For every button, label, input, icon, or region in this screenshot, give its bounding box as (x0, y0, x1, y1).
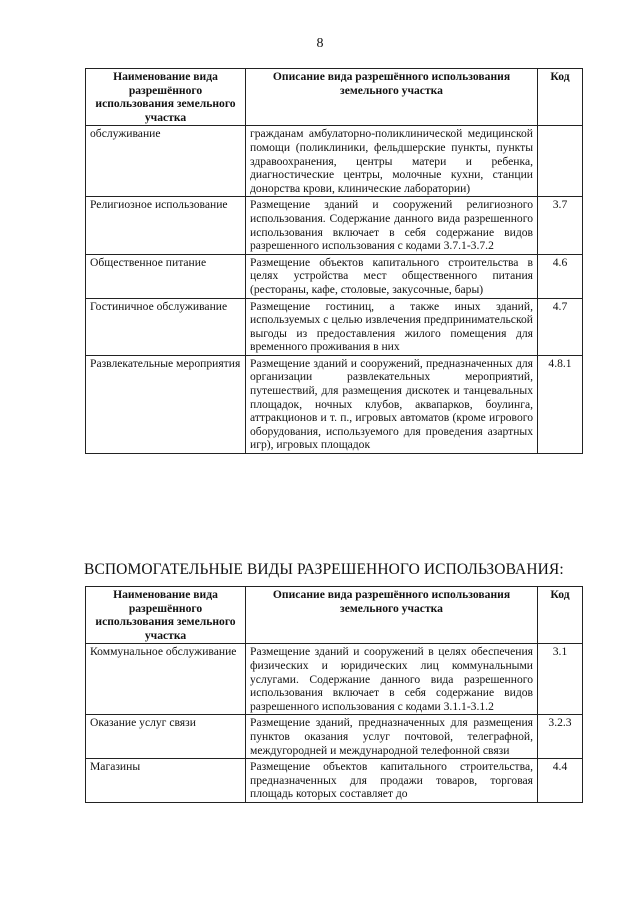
table-row (86, 298, 583, 355)
use-name-cell: обслуживание (86, 126, 246, 197)
use-code-cell (538, 126, 583, 197)
use-description-cell: Размещение зданий, предназначенных для размещения пунктов оказания услуг почтовой, телеграфной, междугородней и международной телефонной связи (246, 715, 538, 759)
use-name-cell: Гостиничное обслуживание (86, 298, 246, 355)
use-code-cell: 3.7 (538, 197, 583, 254)
table-row (86, 254, 583, 298)
header-code: Код (538, 69, 583, 126)
use-code-cell: 4.8.1 (538, 355, 583, 453)
use-name-cell: Коммунальное обслуживание (86, 644, 246, 715)
table-row (86, 126, 583, 197)
use-name-cell: Развлекательные мероприятия (86, 355, 246, 453)
header-code: Код (538, 587, 583, 644)
header-use-description: Описание вида разрешённого использования земельного участка (246, 69, 538, 126)
use-description-cell: Размещение объектов капитального строительства в целях устройства мест общественного питания (рестораны, кафе, столовые, закусочные, бары) (246, 254, 538, 298)
header-use-name: Наименование вида разрешённого использования земельного участка (86, 69, 246, 126)
header-use-name: Наименование вида разрешённого использования земельного участка (86, 587, 246, 644)
use-description-cell: гражданам амбулаторно-поликлинической медицинской помощи (поликлиники, фельдшерские пункты, пункты здравоохранения, центры матери и ребенка, диагностические центры, молочные кухни, станции донорства крови, клинические лаборатории) (246, 126, 538, 197)
permitted-use-table-auxiliary (85, 586, 583, 803)
table-row (86, 644, 583, 715)
use-code-cell: 4.6 (538, 254, 583, 298)
use-description-cell: Размещение объектов капитального строительства, предназначенных для продажи товаров, торговая площадь которых составляет до (246, 759, 538, 803)
permitted-use-table-main (85, 68, 583, 454)
header-use-description: Описание вида разрешённого использования земельного участка (246, 587, 538, 644)
table-row (86, 715, 583, 759)
section-heading-auxiliary-uses: ВСПОМОГАТЕЛЬНЫЕ ВИДЫ РАЗРЕШЕННОГО ИСПОЛЬЗОВАНИЯ: (84, 561, 564, 578)
use-name-cell: Общественное питание (86, 254, 246, 298)
table-row (86, 197, 583, 254)
use-code-cell: 3.2.3 (538, 715, 583, 759)
use-name-cell: Магазины (86, 759, 246, 803)
use-description-cell: Размещение зданий и сооружений в целях обеспечения физических и юридических лиц коммунальными услугами. Содержание данного вида разрешенного использования включает в себя содержание видов разрешенного использования с кодами 3.1.1-3.1.2 (246, 644, 538, 715)
table-row (86, 759, 583, 803)
table-header-row (86, 587, 583, 644)
use-code-cell: 3.1 (538, 644, 583, 715)
use-code-cell: 4.4 (538, 759, 583, 803)
use-description-cell: Размещение зданий и сооружений религиозного использования. Содержание данного вида разрешенного использования включает в себя содержание видов разрешенного использования с кодами 3.7.1-3.7.2 (246, 197, 538, 254)
use-name-cell: Оказание услуг связи (86, 715, 246, 759)
table-header-row (86, 69, 583, 126)
use-name-cell: Религиозное использование (86, 197, 246, 254)
table-row (86, 355, 583, 453)
use-description-cell: Размещение гостиниц, а также иных зданий, используемых с целью извлечения предпринимательской выгоды из предоставления жилого помещения для временного проживания в них (246, 298, 538, 355)
use-description-cell: Размещение зданий и сооружений, предназначенных для организации развлекательных мероприятий, путешествий, для размещения дискотек и танцевальных площадок, ночных клубов, аквапарков, боулинга, аттракционов и т. п., игровых автоматов (кроме игрового оборудования, используемого для проведения азартных игр), игровых площадок (246, 355, 538, 453)
use-code-cell: 4.7 (538, 298, 583, 355)
page-number: 8 (316, 36, 324, 51)
